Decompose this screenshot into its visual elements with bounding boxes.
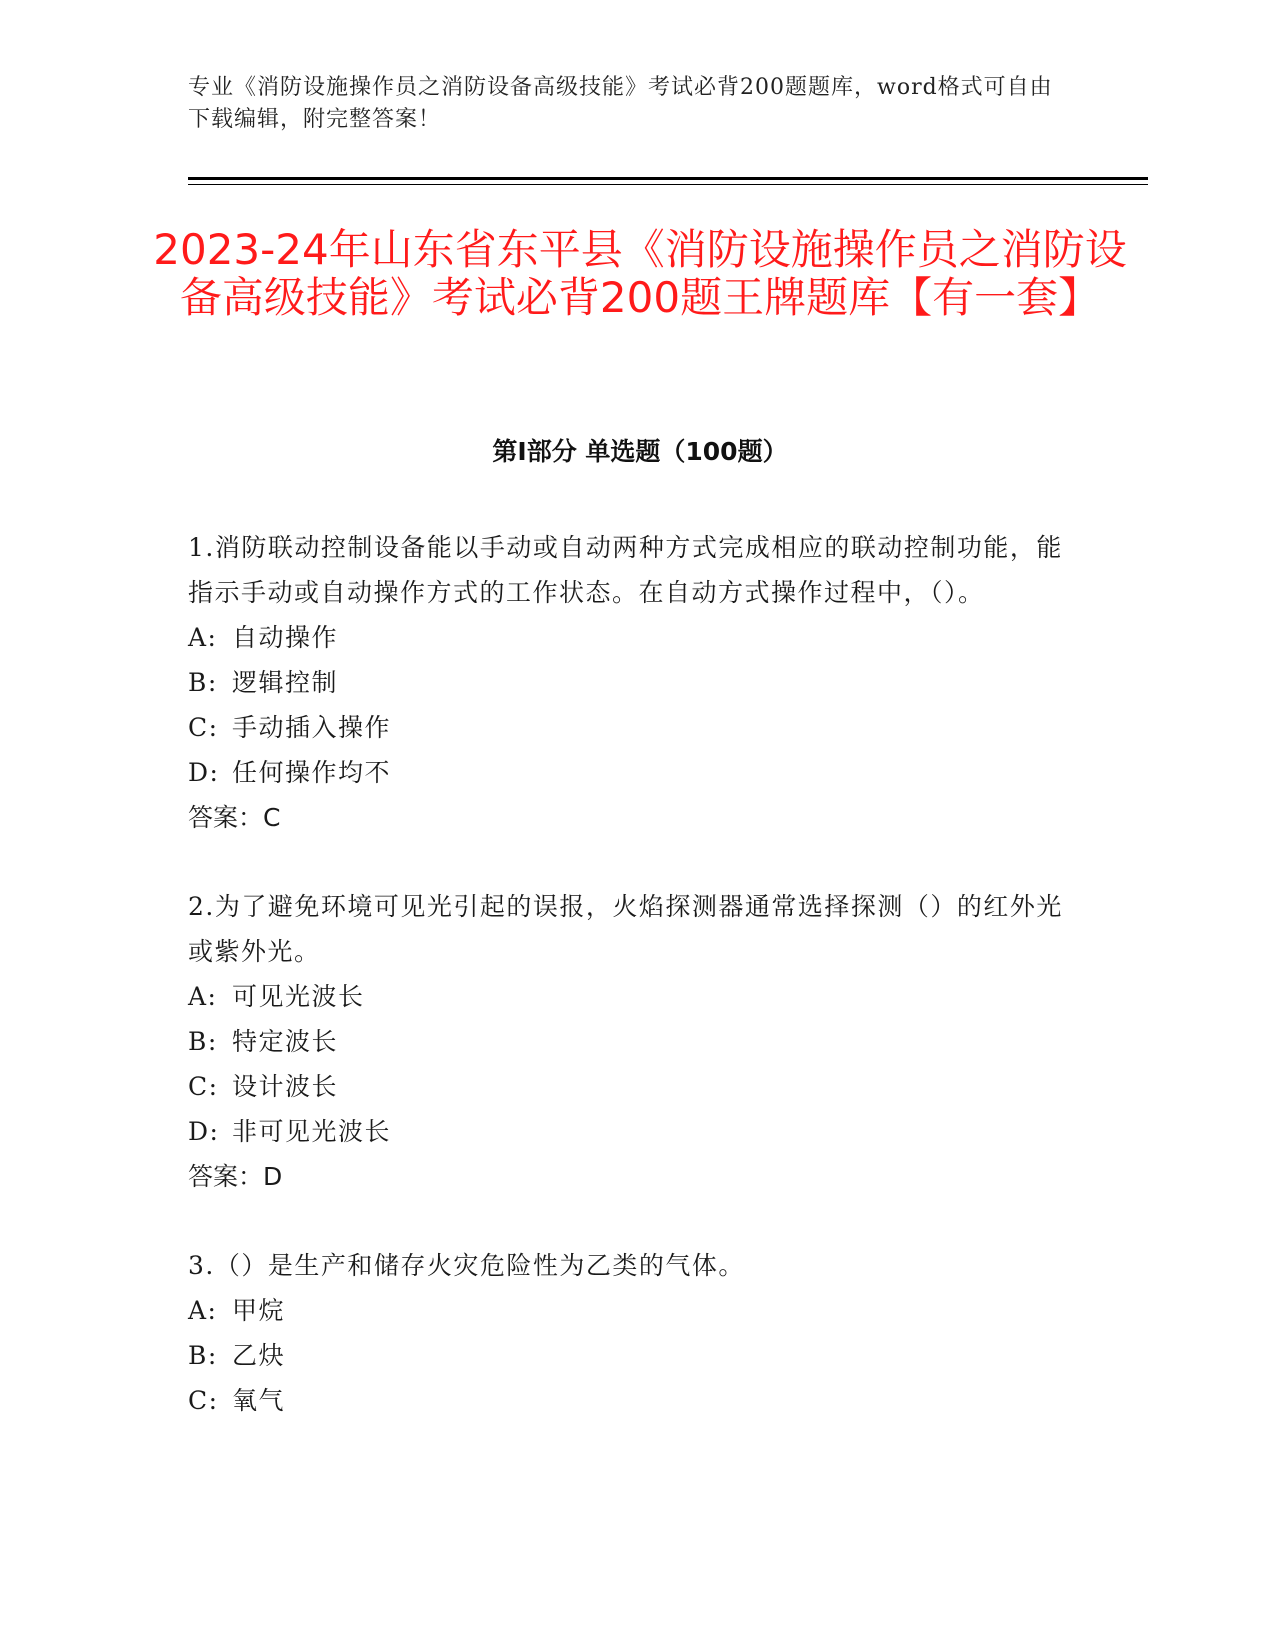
header-note: 专业《消防设施操作员之消防设备高级技能》考试必背200题题库，word格式可自由下载编辑，附完整答案！ bbox=[188, 75, 1053, 132]
header-divider-thin bbox=[188, 184, 1148, 185]
question-stem: 3.（）是生产和储存火灾危险性为乙类的气体。 bbox=[188, 1251, 745, 1280]
question-stem: 1.消防联动控制设备能以手动或自动两种方式完成相应的联动控制功能，能指示手动或自动操作方式的工作状态。在自动方式操作过程中，（）。 bbox=[188, 533, 1063, 607]
option-letter: D: bbox=[188, 1117, 220, 1146]
question-option bbox=[188, 1109, 1068, 1154]
question-item bbox=[188, 884, 1068, 1199]
question-option bbox=[188, 1333, 1068, 1378]
question-option bbox=[188, 750, 1068, 795]
option-text: 任何操作均不 bbox=[232, 758, 392, 787]
header-divider-thick bbox=[188, 177, 1148, 180]
option-text: 可见光波长 bbox=[232, 982, 365, 1011]
question-list bbox=[188, 525, 1068, 1467]
option-letter: C: bbox=[188, 713, 219, 742]
option-letter: C: bbox=[188, 1386, 219, 1415]
question-option bbox=[188, 615, 1068, 660]
option-text: 甲烷 bbox=[232, 1296, 286, 1325]
question-option bbox=[188, 1288, 1068, 1333]
question-item bbox=[188, 525, 1068, 840]
option-letter: A: bbox=[188, 1296, 218, 1325]
question-stem: 2.为了避免环境可见光引起的误报，火焰探测器通常选择探测（）的红外光或紫外光。 bbox=[188, 892, 1063, 966]
question-option bbox=[188, 705, 1068, 750]
question-option bbox=[188, 1378, 1068, 1423]
option-text: 设计波长 bbox=[232, 1072, 339, 1101]
question-option bbox=[188, 974, 1068, 1019]
option-text: 手动插入操作 bbox=[232, 713, 392, 742]
option-text: 逻辑控制 bbox=[232, 668, 339, 697]
document-title: 2023-24年山东省东平县《消防设施操作员之消防设备高级技能》考试必背200题王牌题库【有一套】 bbox=[153, 225, 1127, 322]
option-letter: A: bbox=[188, 982, 218, 1011]
option-letter: B: bbox=[188, 1341, 218, 1370]
option-letter: C: bbox=[188, 1072, 219, 1101]
section-heading: 第I部分 单选题（100题） bbox=[492, 437, 788, 466]
option-letter: B: bbox=[188, 1027, 218, 1056]
question-option bbox=[188, 660, 1068, 705]
option-letter: D: bbox=[188, 758, 220, 787]
question-option bbox=[188, 1064, 1068, 1109]
question-item bbox=[188, 1243, 1068, 1423]
option-text: 乙炔 bbox=[232, 1341, 286, 1370]
option-text: 特定波长 bbox=[232, 1027, 339, 1056]
option-letter: B: bbox=[188, 668, 218, 697]
option-text: 非可见光波长 bbox=[232, 1117, 392, 1146]
option-letter: A: bbox=[188, 623, 218, 652]
option-text: 自动操作 bbox=[232, 623, 339, 652]
option-text: 氧气 bbox=[232, 1386, 286, 1415]
question-option bbox=[188, 1019, 1068, 1064]
question-answer: 答案：D bbox=[188, 1162, 283, 1191]
question-answer: 答案：C bbox=[188, 803, 281, 832]
